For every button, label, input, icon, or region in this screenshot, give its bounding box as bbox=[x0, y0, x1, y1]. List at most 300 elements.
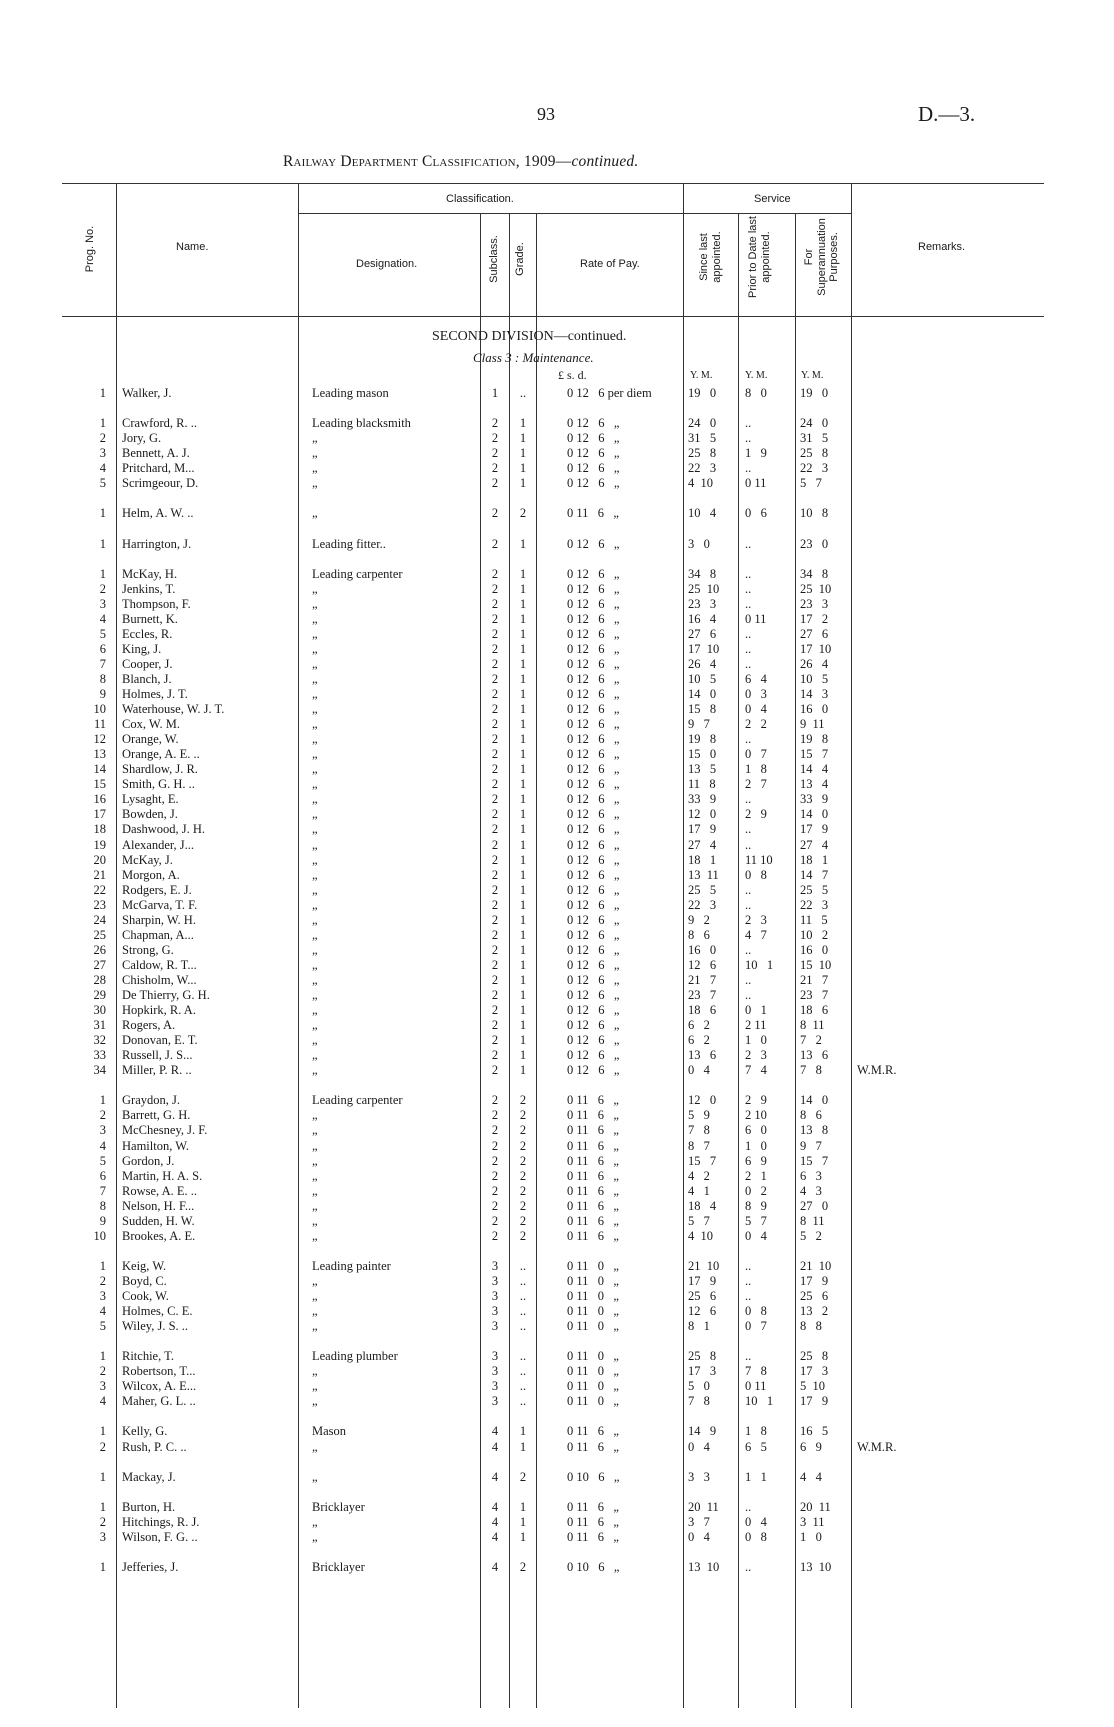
super-cell: 1 0 bbox=[800, 1529, 822, 1544]
grade-cell: 1 bbox=[519, 1003, 527, 1017]
prior-cell: 1 0 bbox=[745, 1138, 767, 1153]
prior-cell: 0 4 bbox=[745, 1514, 767, 1529]
grade-cell: 1 bbox=[519, 1063, 527, 1078]
subclass-cell: 3 bbox=[491, 1379, 499, 1394]
designation-cell: „ bbox=[312, 1168, 318, 1183]
name-cell: Hopkirk, R. A. bbox=[122, 1003, 196, 1017]
prog-no-cell: 9 bbox=[99, 1213, 106, 1228]
prog-no-cell: 2 bbox=[99, 581, 106, 596]
name-cell: Hitchings, R. J. bbox=[122, 1514, 200, 1529]
designation-cell: Bricklayer bbox=[312, 1559, 365, 1574]
grade-cell: 1 bbox=[519, 1514, 527, 1529]
prog-no-cell: 27 bbox=[93, 957, 106, 972]
since-cell: 12 6 bbox=[688, 957, 717, 972]
header-designation: Designation. bbox=[356, 258, 418, 270]
since-cell: 16 4 bbox=[688, 611, 717, 626]
designation-cell: „ bbox=[312, 1439, 318, 1454]
name-cell: Blanch, J. bbox=[122, 671, 172, 686]
since-cell: 15 7 bbox=[688, 1153, 717, 1168]
super-cell: 16 0 bbox=[800, 942, 829, 957]
rate-cell: 0 11 6 „ bbox=[567, 1424, 619, 1439]
grade-cell: 2 bbox=[519, 1123, 527, 1138]
super-cell: 17 3 bbox=[800, 1364, 829, 1379]
name-cell: Cox, W. M. bbox=[122, 717, 181, 732]
since-cell: 21 7 bbox=[688, 972, 717, 987]
prog-no-cell: 18 bbox=[93, 822, 106, 837]
prog-no-cell: 5 bbox=[99, 1153, 106, 1168]
since-cell: 4 2 bbox=[688, 1168, 710, 1183]
prog-no-cell: 6 bbox=[99, 1168, 106, 1183]
document-title bbox=[283, 153, 638, 171]
subclass-cell: 4 bbox=[491, 1559, 499, 1574]
name-cell: King, J. bbox=[122, 641, 162, 656]
prior-cell: .. bbox=[745, 1559, 752, 1574]
grade-cell: 1 bbox=[519, 476, 527, 491]
subclass-cell: 4 bbox=[491, 1499, 499, 1514]
rate-cell: 0 11 6 „ bbox=[567, 1198, 619, 1213]
subclass-cell: 2 bbox=[491, 1003, 499, 1017]
document-code: D.—3. bbox=[918, 102, 976, 126]
prior-cell: 7 4 bbox=[745, 1063, 767, 1078]
designation-cell: „ bbox=[312, 1304, 318, 1318]
prior-cell: 0 11 bbox=[745, 611, 767, 626]
subclass-cell: 2 bbox=[491, 867, 499, 882]
designation-cell: „ bbox=[312, 1033, 318, 1048]
prior-ym-units: Y. M. bbox=[745, 370, 768, 381]
prog-no-cell: 33 bbox=[93, 1048, 106, 1063]
rate-cell: 0 12 6 „ bbox=[567, 581, 620, 596]
since-cell: 13 6 bbox=[688, 1048, 717, 1063]
name-cell: Keig, W. bbox=[122, 1258, 167, 1273]
prog-no-cell: 4 bbox=[99, 1394, 106, 1409]
rate-cell: 0 12 6 „ bbox=[567, 957, 620, 972]
subclass-cell: 2 bbox=[491, 1198, 499, 1213]
rate-cell: 0 12 6 „ bbox=[567, 641, 620, 656]
super-cell: 23 3 bbox=[800, 596, 829, 611]
name-cell: Hamilton, W. bbox=[122, 1138, 190, 1153]
prior-cell: .. bbox=[745, 596, 752, 611]
designation-cell: „ bbox=[312, 1138, 318, 1153]
prior-cell: .. bbox=[745, 1289, 752, 1303]
designation-cell: „ bbox=[312, 656, 318, 671]
name-cell: Gordon, J. bbox=[122, 1153, 175, 1168]
super-cell: 14 3 bbox=[800, 687, 829, 701]
prog-no-cell: 4 bbox=[99, 1304, 106, 1318]
rate-cell: 0 12 6 „ bbox=[567, 942, 620, 957]
prior-cell: 11 10 bbox=[745, 852, 773, 867]
super-cell: 6 9 bbox=[800, 1439, 822, 1454]
name-cell: Nelson, H. F... bbox=[122, 1198, 195, 1213]
subclass-cell: 4 bbox=[491, 1424, 499, 1439]
prior-cell: .. bbox=[745, 972, 752, 987]
header-remarks: Remarks. bbox=[918, 241, 966, 253]
prior-cell: .. bbox=[745, 792, 752, 807]
since-cell: 22 3 bbox=[688, 897, 717, 912]
grade-cell: .. bbox=[519, 1379, 527, 1394]
since-cell: 17 3 bbox=[688, 1364, 717, 1379]
subclass-cell: 2 bbox=[491, 807, 499, 822]
grade-cell: .. bbox=[519, 1394, 527, 1409]
subclass-cell: 2 bbox=[491, 431, 499, 446]
name-cell: Caldow, R. T... bbox=[122, 957, 197, 972]
name-cell: Maher, G. L. .. bbox=[122, 1394, 196, 1409]
since-cell: 24 0 bbox=[688, 416, 717, 431]
header-for-super: For Superannuation Purposes. bbox=[803, 218, 840, 296]
designation-cell: „ bbox=[312, 506, 318, 521]
prior-cell: .. bbox=[745, 416, 752, 431]
prog-no-cell: 2 bbox=[99, 1439, 106, 1454]
since-cell: 12 6 bbox=[688, 1304, 717, 1318]
name-cell: Dashwood, J. H. bbox=[122, 822, 205, 837]
subclass-cell: 2 bbox=[491, 972, 499, 987]
subclass-cell: 2 bbox=[491, 988, 499, 1002]
rate-cell: 0 11 6 „ bbox=[567, 1499, 619, 1514]
rate-cell: 0 12 6 „ bbox=[567, 656, 620, 671]
prior-cell: .. bbox=[745, 431, 752, 446]
super-cell: 25 5 bbox=[800, 882, 829, 897]
super-cell: 16 0 bbox=[800, 702, 829, 716]
since-cell: 0 4 bbox=[688, 1439, 710, 1454]
prior-cell: 0 3 bbox=[745, 687, 767, 701]
name-cell: Robertson, T... bbox=[122, 1364, 196, 1379]
subclass-cell: 2 bbox=[491, 1048, 499, 1063]
subclass-cell: 2 bbox=[491, 671, 499, 686]
since-cell: 7 8 bbox=[688, 1394, 710, 1409]
since-cell: 17 9 bbox=[688, 1273, 717, 1288]
name-cell: Boyd, C. bbox=[122, 1273, 167, 1288]
prior-cell: 1 0 bbox=[745, 1033, 767, 1048]
name-cell: Strong, G. bbox=[122, 942, 174, 957]
prog-no-cell: 4 bbox=[99, 461, 106, 476]
designation-cell: „ bbox=[312, 611, 318, 626]
since-cell: 25 8 bbox=[688, 1349, 717, 1364]
since-cell: 17 10 bbox=[688, 641, 720, 656]
grade-cell: 1 bbox=[519, 972, 527, 987]
subclass-cell: 2 bbox=[491, 897, 499, 912]
super-cell: 5 10 bbox=[800, 1379, 825, 1394]
rate-cell: 0 10 6 „ bbox=[567, 1469, 620, 1484]
grade-cell: 1 bbox=[519, 461, 527, 476]
rate-cell: 0 11 6 „ bbox=[567, 1529, 619, 1544]
name-cell: McKay, J. bbox=[122, 852, 173, 867]
since-ym-units: Y. M. bbox=[690, 370, 713, 381]
prior-cell: 0 6 bbox=[745, 506, 767, 521]
designation-cell: „ bbox=[312, 687, 318, 701]
super-cell: 9 11 bbox=[800, 717, 825, 732]
prior-cell: 2 3 bbox=[745, 912, 767, 927]
remarks-cell: W.M.R. bbox=[857, 1063, 897, 1078]
name-cell: Brookes, A. E. bbox=[122, 1228, 196, 1243]
designation-cell: „ bbox=[312, 1514, 318, 1529]
name-cell: Rowse, A. E. .. bbox=[122, 1183, 197, 1198]
name-cell: Barrett, G. H. bbox=[122, 1108, 191, 1123]
name-cell: Burnett, K. bbox=[122, 611, 178, 626]
prog-no-cell: 28 bbox=[93, 972, 106, 987]
prog-no-cell: 5 bbox=[99, 476, 106, 491]
super-cell: 18 1 bbox=[800, 852, 829, 867]
name-cell: McGarva, T. F. bbox=[122, 897, 198, 912]
rate-cell: 0 12 6 „ bbox=[567, 626, 620, 641]
super-cell: 23 7 bbox=[800, 988, 829, 1002]
name-cell: Martin, H. A. S. bbox=[122, 1168, 203, 1183]
subclass-cell: 4 bbox=[491, 1439, 499, 1454]
grade-cell: 1 bbox=[519, 1048, 527, 1063]
subclass-cell: 2 bbox=[491, 596, 499, 611]
subclass-cell: 2 bbox=[491, 446, 499, 461]
prog-no-cell: 1 bbox=[99, 1258, 106, 1273]
subclass-cell: 3 bbox=[491, 1273, 499, 1288]
prog-no-cell: 1 bbox=[99, 386, 106, 400]
prog-no-cell: 2 bbox=[99, 1514, 106, 1529]
prog-no-cell: 8 bbox=[99, 671, 106, 686]
super-cell: 17 9 bbox=[800, 1394, 829, 1409]
subclass-cell: 3 bbox=[491, 1349, 499, 1364]
super-cell: 23 0 bbox=[800, 536, 829, 551]
grade-cell: 2 bbox=[519, 506, 527, 521]
prior-cell: 0 2 bbox=[745, 1183, 767, 1198]
rate-cell: 0 11 6 „ bbox=[567, 506, 619, 521]
designation-cell: Leading plumber bbox=[312, 1349, 398, 1364]
designation-cell: „ bbox=[312, 988, 318, 1002]
name-cell: Bowden, J. bbox=[122, 807, 178, 822]
prog-no-cell: 1 bbox=[99, 1499, 106, 1514]
name-cell: Scrimgeour, D. bbox=[122, 476, 199, 491]
rate-cell: 0 12 6 „ bbox=[567, 1003, 620, 1017]
designation-cell: „ bbox=[312, 476, 318, 491]
since-cell: 23 7 bbox=[688, 988, 717, 1002]
name-cell: Sharpin, W. H. bbox=[122, 912, 196, 927]
super-ym-units: Y. M. bbox=[801, 370, 824, 381]
grade-cell: 1 bbox=[519, 1529, 527, 1544]
subclass-cell: 4 bbox=[491, 1514, 499, 1529]
since-cell: 8 7 bbox=[688, 1138, 710, 1153]
designation-cell: Leading mason bbox=[312, 386, 389, 400]
designation-cell: „ bbox=[312, 1108, 318, 1123]
prog-no-cell: 1 bbox=[99, 566, 106, 581]
title-continued: continued. bbox=[571, 153, 639, 170]
super-cell: 22 3 bbox=[800, 461, 829, 476]
name-cell: Donovan, E. T. bbox=[122, 1033, 198, 1048]
prior-cell: .. bbox=[745, 1273, 752, 1288]
designation-cell: „ bbox=[312, 972, 318, 987]
subclass-cell: 2 bbox=[491, 1228, 499, 1243]
rate-cell: 0 12 6 „ bbox=[567, 461, 620, 476]
since-cell: 13 5 bbox=[688, 762, 717, 777]
prior-cell: 2 7 bbox=[745, 777, 767, 792]
header-prog-no: Prog. No. bbox=[84, 225, 96, 273]
grade-cell: .. bbox=[519, 1304, 527, 1318]
grade-cell: 1 bbox=[519, 1499, 527, 1514]
since-cell: 9 7 bbox=[688, 717, 710, 732]
rate-cell: 0 12 6 „ bbox=[567, 852, 620, 867]
grade-cell: 1 bbox=[519, 822, 527, 837]
subclass-cell: 2 bbox=[491, 687, 499, 701]
since-cell: 12 0 bbox=[688, 1093, 717, 1108]
name-cell: Holmes, C. E. bbox=[122, 1304, 193, 1318]
grade-cell: 1 bbox=[519, 747, 527, 762]
grade-cell: 2 bbox=[519, 1138, 527, 1153]
super-cell: 13 2 bbox=[800, 1304, 829, 1318]
name-cell: Russell, J. S... bbox=[122, 1048, 193, 1063]
subclass-cell: 2 bbox=[491, 656, 499, 671]
prog-no-cell: 1 bbox=[99, 1349, 106, 1364]
prog-no-cell: 30 bbox=[93, 1003, 106, 1017]
grade-cell: .. bbox=[519, 1319, 527, 1334]
prior-cell: 0 7 bbox=[745, 1319, 767, 1334]
super-cell: 10 5 bbox=[800, 671, 829, 686]
since-cell: 20 11 bbox=[688, 1499, 719, 1514]
super-cell: 6 3 bbox=[800, 1168, 822, 1183]
rate-cell: 0 11 0 „ bbox=[567, 1379, 619, 1394]
super-cell: 16 5 bbox=[800, 1424, 829, 1439]
grade-cell: 1 bbox=[519, 1018, 527, 1033]
designation-cell: „ bbox=[312, 762, 318, 777]
rate-cell: 0 12 6 „ bbox=[567, 611, 620, 626]
prog-no-cell: 19 bbox=[93, 837, 106, 852]
designation-cell: „ bbox=[312, 882, 318, 897]
subclass-cell: 2 bbox=[491, 762, 499, 777]
designation-cell: „ bbox=[312, 777, 318, 792]
rate-cell: 0 12 6 „ bbox=[567, 897, 620, 912]
since-cell: 19 0 bbox=[688, 386, 717, 400]
prog-no-cell: 24 bbox=[93, 912, 106, 927]
name-cell: Jory, G. bbox=[122, 431, 162, 446]
super-cell: 26 4 bbox=[800, 656, 829, 671]
super-cell: 25 10 bbox=[800, 581, 832, 596]
designation-cell: Leading carpenter bbox=[312, 1093, 403, 1108]
rate-cell: 0 12 6 „ bbox=[567, 431, 620, 446]
name-cell: Jenkins, T. bbox=[122, 581, 176, 596]
subclass-cell: 2 bbox=[491, 942, 499, 957]
name-cell: Wiley, J. S. .. bbox=[122, 1319, 189, 1334]
header-subclass: Subclass. bbox=[488, 235, 500, 283]
subclass-cell: 2 bbox=[491, 927, 499, 942]
rate-cell: 0 12 6 „ bbox=[567, 762, 620, 777]
since-cell: 8 6 bbox=[688, 927, 710, 942]
super-cell: 19 8 bbox=[800, 732, 829, 747]
prog-no-cell: 15 bbox=[93, 777, 106, 792]
rate-cell: 0 11 0 „ bbox=[567, 1394, 619, 1409]
rate-cell: 0 11 6 „ bbox=[567, 1439, 619, 1454]
rate-cell: 0 12 6 „ bbox=[567, 446, 620, 461]
grade-cell: 1 bbox=[519, 687, 527, 701]
since-cell: 21 10 bbox=[688, 1258, 720, 1273]
designation-cell: „ bbox=[312, 626, 318, 641]
super-cell: 14 0 bbox=[800, 1093, 829, 1108]
prog-no-cell: 13 bbox=[93, 747, 106, 762]
grade-cell: 2 bbox=[519, 1469, 527, 1484]
super-cell: 17 2 bbox=[800, 611, 829, 626]
grade-cell: 1 bbox=[519, 446, 527, 461]
since-cell: 3 7 bbox=[688, 1514, 710, 1529]
super-cell: 14 0 bbox=[800, 807, 829, 822]
prior-cell: 2 2 bbox=[745, 717, 767, 732]
grade-cell: 2 bbox=[519, 1168, 527, 1183]
subclass-cell: 2 bbox=[491, 641, 499, 656]
prior-cell: 2 10 bbox=[745, 1108, 767, 1123]
since-cell: 34 8 bbox=[688, 566, 717, 581]
rate-cell: 0 11 0 „ bbox=[567, 1258, 619, 1273]
since-cell: 23 3 bbox=[688, 596, 717, 611]
since-cell: 9 2 bbox=[688, 912, 710, 927]
super-cell: 17 9 bbox=[800, 822, 829, 837]
name-cell: Thompson, F. bbox=[122, 596, 191, 611]
since-cell: 10 4 bbox=[688, 506, 717, 521]
grade-cell: 1 bbox=[519, 762, 527, 777]
subclass-cell: 4 bbox=[491, 1529, 499, 1544]
subclass-cell: 2 bbox=[491, 611, 499, 626]
prog-no-cell: 29 bbox=[93, 988, 106, 1002]
prior-cell: .. bbox=[745, 626, 752, 641]
super-cell: 17 10 bbox=[800, 641, 832, 656]
grade-cell: 1 bbox=[519, 596, 527, 611]
grade-cell: 1 bbox=[519, 581, 527, 596]
prior-cell: 6 5 bbox=[745, 1439, 767, 1454]
rate-cell: 0 12 6 „ bbox=[567, 717, 620, 732]
subclass-cell: 3 bbox=[491, 1364, 499, 1379]
subclass-cell: 4 bbox=[491, 1469, 499, 1484]
designation-cell: „ bbox=[312, 867, 318, 882]
prog-no-cell: 1 bbox=[99, 1093, 106, 1108]
name-cell: Rush, P. C. .. bbox=[122, 1439, 187, 1454]
super-cell: 4 4 bbox=[800, 1469, 822, 1484]
prog-no-cell: 11 bbox=[93, 717, 106, 732]
rate-cell: 0 12 6 „ bbox=[567, 596, 620, 611]
prior-cell: .. bbox=[745, 822, 752, 837]
since-cell: 17 9 bbox=[688, 822, 717, 837]
prior-cell: 8 0 bbox=[745, 386, 767, 400]
grade-cell: 1 bbox=[519, 942, 527, 957]
name-cell: Orange, A. E. .. bbox=[122, 747, 200, 762]
subclass-cell: 2 bbox=[491, 1183, 499, 1198]
name-cell: Crawford, R. .. bbox=[122, 416, 197, 431]
grade-cell: 1 bbox=[519, 626, 527, 641]
since-cell: 25 8 bbox=[688, 446, 717, 461]
since-cell: 5 0 bbox=[688, 1379, 710, 1394]
since-cell: 5 7 bbox=[688, 1213, 710, 1228]
rate-cell: 0 12 6 „ bbox=[567, 1048, 620, 1063]
subclass-cell: 2 bbox=[491, 626, 499, 641]
designation-cell: „ bbox=[312, 747, 318, 762]
rate-cell: 0 11 0 „ bbox=[567, 1364, 619, 1379]
prog-no-cell: 7 bbox=[99, 1183, 106, 1198]
subclass-cell: 2 bbox=[491, 777, 499, 792]
since-cell: 4 10 bbox=[688, 476, 713, 491]
designation-cell: „ bbox=[312, 1228, 318, 1243]
rate-cell: 0 11 6 „ bbox=[567, 1108, 619, 1123]
super-cell: 21 7 bbox=[800, 972, 829, 987]
since-cell: 12 0 bbox=[688, 807, 717, 822]
prior-cell: 2 9 bbox=[745, 1093, 767, 1108]
name-cell: Orange, W. bbox=[122, 732, 179, 747]
prog-no-cell: 21 bbox=[93, 867, 106, 882]
designation-cell: „ bbox=[312, 792, 318, 807]
prior-cell: 4 7 bbox=[745, 927, 767, 942]
name-cell: Kelly, G. bbox=[122, 1424, 168, 1439]
prior-cell: 2 11 bbox=[745, 1018, 767, 1033]
designation-cell: „ bbox=[312, 1123, 318, 1138]
prior-cell: 2 9 bbox=[745, 807, 767, 822]
subclass-cell: 2 bbox=[491, 852, 499, 867]
prior-cell: 0 4 bbox=[745, 702, 767, 716]
prog-no-cell: 10 bbox=[93, 1228, 106, 1243]
super-cell: 20 11 bbox=[800, 1499, 831, 1514]
rate-cell: 0 12 6 „ bbox=[567, 822, 620, 837]
super-cell: 27 0 bbox=[800, 1198, 829, 1213]
super-cell: 9 7 bbox=[800, 1138, 822, 1153]
grade-cell: 1 bbox=[519, 837, 527, 852]
since-cell: 18 6 bbox=[688, 1003, 717, 1017]
